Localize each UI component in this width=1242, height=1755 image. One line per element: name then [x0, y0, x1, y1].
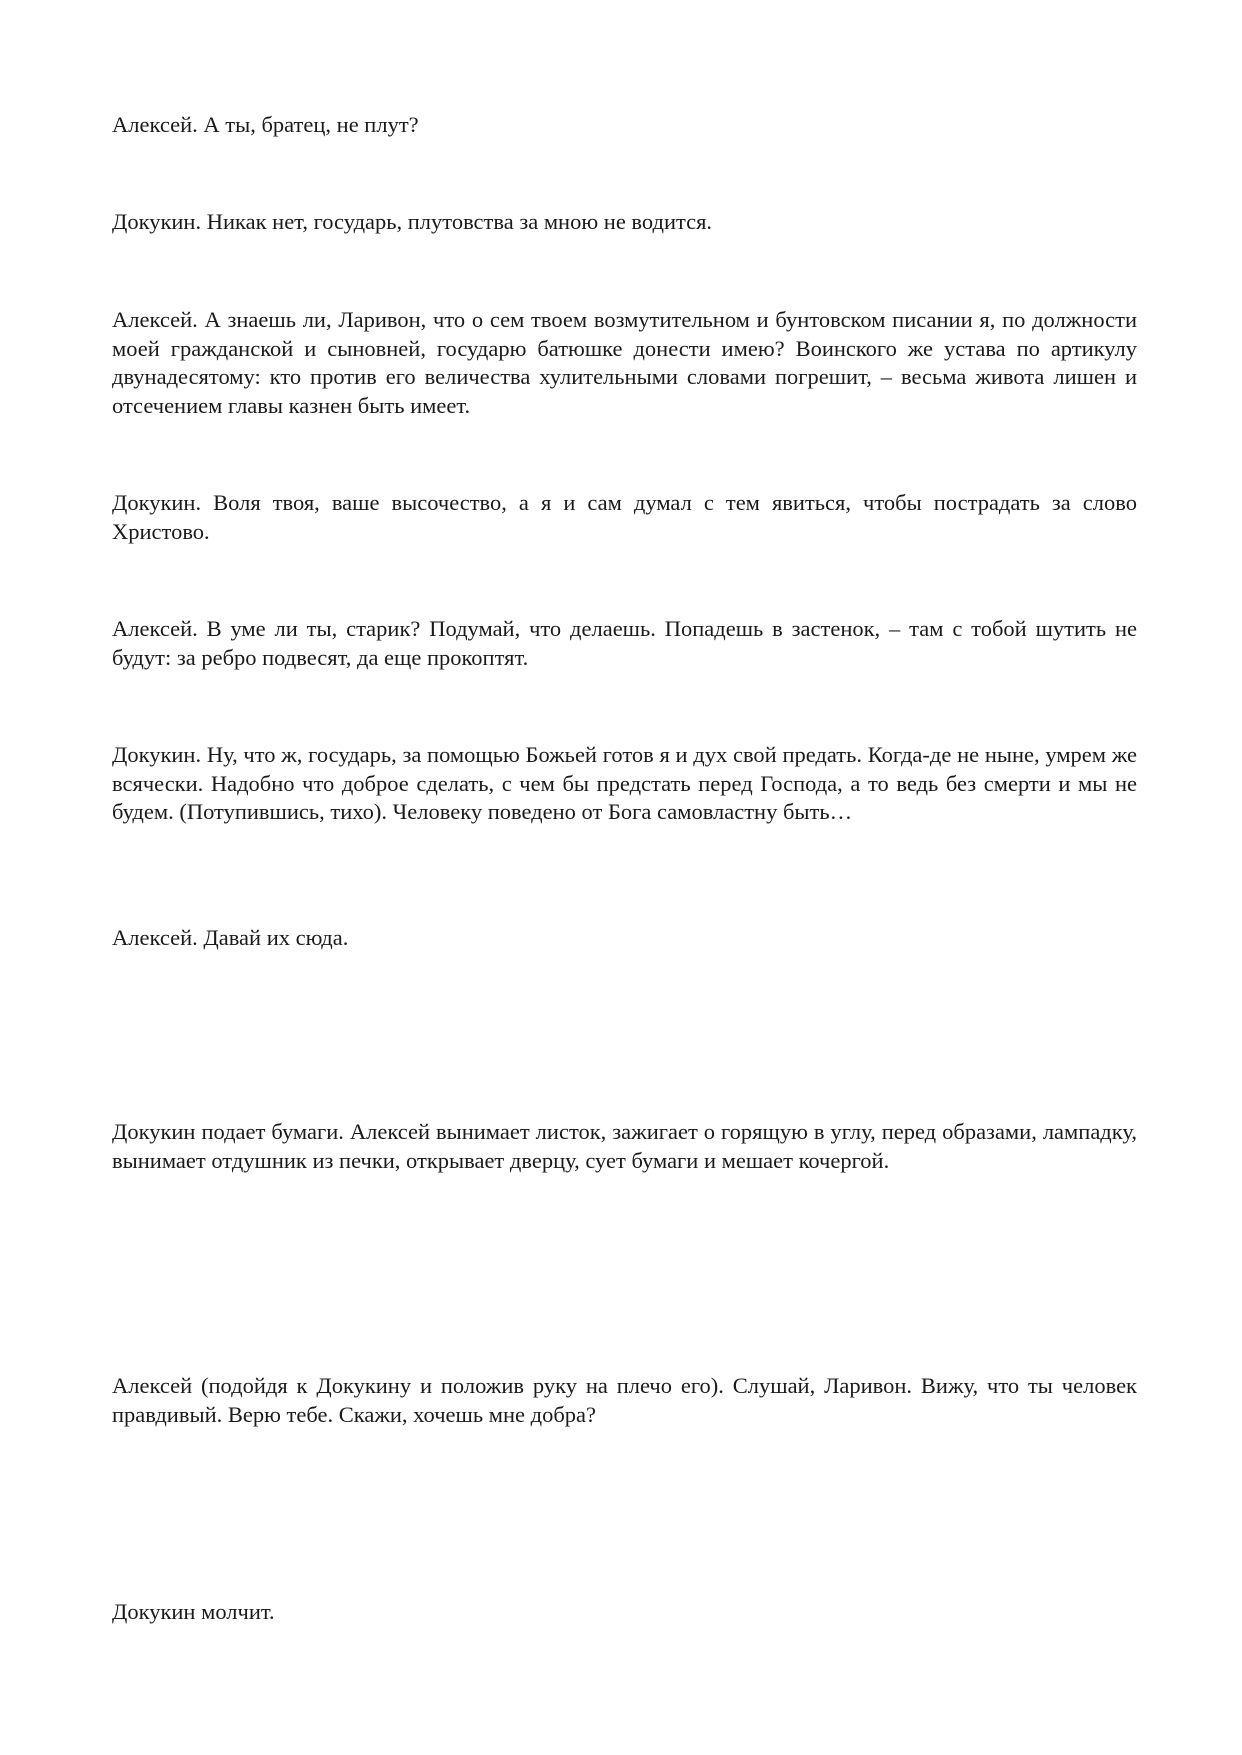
paragraph-3: Алексей. А знаешь ли, Ларивон, что о сем твоем возмутительном и бунтовском писании я, по должности моей гражданской и сыновней, государю батюшке донести имею? Воинского же устава по артикулу двунадесятому: кто против его величества хулительными словами погрешит, – весьма живота лишен и отсечением главы казнен быть имеет. — [112, 307, 1137, 418]
paragraph-7: Алексей. Давай их сюда. — [112, 925, 349, 950]
paragraph-5: Алексей. В уме ли ты, старик? Подумай, что делаешь. Попадешь в застенок, – там с тобой шутить не будут: за ребро подвесят, да еще прокоптят. — [112, 616, 1137, 670]
paragraph-9: Алексей (подойдя к Докукину и положив руку на плечо его). Слушай, Ларивон. Вижу, что ты человек правдивый. Верю тебе. Скажи, хочешь мне добра? — [112, 1373, 1137, 1427]
paragraph-1: Алексей. А ты, братец, не плут? — [112, 112, 419, 137]
paragraph-2: Докукин. Никак нет, государь, плутовства за мною не водится. — [112, 209, 713, 234]
paragraph-8: Докукин подает бумаги. Алексей вынимает листок, зажигает о горящую в углу, перед образами, лампадку, вынимает отдушник из печки, открывает дверцу, сует бумаги и мешает кочергой. — [112, 1119, 1137, 1173]
paragraph-6: Докукин. Ну, что ж, государь, за помощью Божьей готов я и дух свой предать. Когда-де не ныне, умрем же всячески. Надобно что доброе сделать, с чем бы предстать перед Господа, а то ведь без смерти и мы не будем. (Потупившись, тихо). Человеку поведено от Бога самовластну быть… — [112, 742, 1137, 824]
paragraph-10: Докукин молчит. — [112, 1599, 275, 1624]
paragraph-4: Докукин. Воля твоя, ваше высочество, а я и сам думал с тем явиться, чтобы пострадать за слово Христово. — [112, 490, 1137, 544]
